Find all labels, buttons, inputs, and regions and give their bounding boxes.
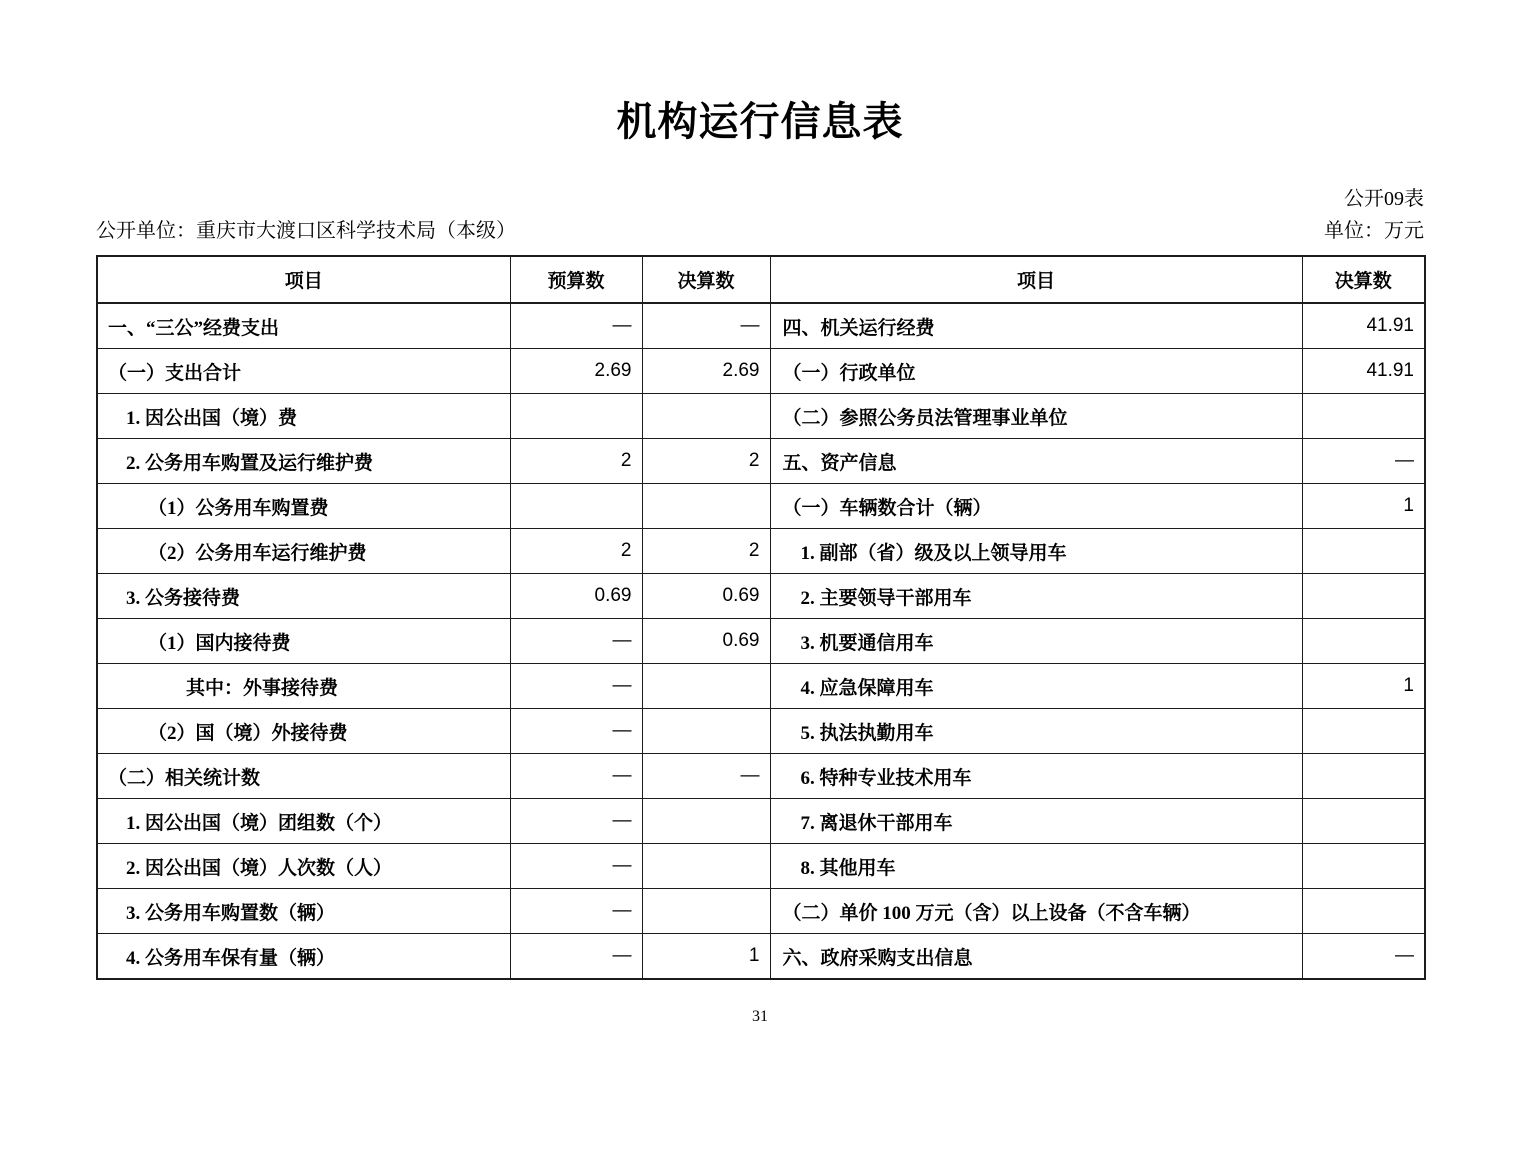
header-final-right: 决算数: [1302, 256, 1425, 303]
table-row: [97, 439, 1425, 484]
item-right-label: 8. 其他用车: [800, 857, 896, 879]
cell-item-right: [770, 844, 1302, 889]
page-title: 机构运行信息表: [616, 100, 904, 144]
header-budget: 预算数: [510, 256, 642, 303]
cell-final-right-value: 41.91: [1302, 349, 1425, 394]
cell-item-left: [97, 394, 510, 439]
operation-info-table: [96, 255, 1426, 980]
table-row: [97, 709, 1425, 754]
cell-final-left-value: 1: [642, 934, 770, 980]
cell-final-left-value: 2.69: [642, 349, 770, 394]
table-row: [97, 889, 1425, 934]
table-row: [97, 574, 1425, 619]
cell-budget-value: 2.69: [510, 349, 642, 394]
table-row: [97, 664, 1425, 709]
cell-final-left-value: 0.69: [642, 619, 770, 664]
page-number: 31: [752, 1008, 768, 1025]
item-left-label: 2. 公务用车购置及运行维护费: [126, 452, 374, 474]
cell-budget-value: 2: [510, 439, 642, 484]
cell-final-left-value: 2: [642, 529, 770, 574]
cell-budget-value: —: [510, 709, 642, 754]
table-row: [97, 303, 1425, 349]
cell-item-right: [770, 754, 1302, 799]
cell-item-right: [770, 889, 1302, 934]
cell-final-right-value: [1302, 394, 1425, 439]
cell-item-left: [97, 844, 510, 889]
cell-item-right: [770, 664, 1302, 709]
table-header: [97, 256, 1425, 303]
cell-final-left-value: [642, 844, 770, 889]
disclosure-unit-label: 公开单位：重庆市大渡口区科学技术局（本级）: [96, 220, 516, 242]
cell-item-right: [770, 574, 1302, 619]
item-left-label: （1）公务用车购置费: [148, 497, 329, 519]
table-row: [97, 529, 1425, 574]
item-left-label: 1. 因公出国（境）费: [126, 407, 298, 429]
item-right-label: 1. 副部（省）级及以上领导用车: [800, 542, 1067, 564]
item-right-label: 7. 离退休干部用车: [800, 812, 953, 834]
item-right-label: （二）参照公务员法管理事业单位: [782, 407, 1068, 429]
item-right-label: 6. 特种专业技术用车: [800, 767, 972, 789]
item-left-label: 4. 公务用车保有量（辆）: [126, 947, 336, 969]
form-code-label: 公开09表: [1344, 188, 1424, 210]
header-item-left: 项目: [97, 256, 510, 303]
cell-item-left: [97, 754, 510, 799]
cell-final-right-value: [1302, 574, 1425, 619]
cell-final-right-value: —: [1302, 934, 1425, 980]
cell-budget-value: —: [510, 303, 642, 349]
cell-item-right: [770, 799, 1302, 844]
cell-item-left: [97, 439, 510, 484]
cell-budget-value: 0.69: [510, 574, 642, 619]
cell-final-right-value: [1302, 709, 1425, 754]
cell-budget-value: [510, 394, 642, 439]
cell-item-right: [770, 484, 1302, 529]
cell-final-right-value: [1302, 889, 1425, 934]
table-row: [97, 799, 1425, 844]
cell-budget-value: —: [510, 619, 642, 664]
table-row: [97, 484, 1425, 529]
cell-final-right-value: —: [1302, 439, 1425, 484]
item-right-label: 4. 应急保障用车: [800, 677, 934, 699]
cell-budget-value: —: [510, 844, 642, 889]
cell-final-left-value: [642, 664, 770, 709]
item-right-label: 5. 执法执勤用车: [800, 722, 934, 744]
item-left-label: 1. 因公出国（境）团组数（个）: [126, 812, 393, 834]
cell-final-left-value: 0.69: [642, 574, 770, 619]
cell-budget-value: 2: [510, 529, 642, 574]
cell-final-left-value: [642, 484, 770, 529]
item-left-label: 2. 因公出国（境）人次数（人）: [126, 857, 393, 879]
item-right-label: （二）单价 100 万元（含）以上设备（不含车辆）: [782, 902, 1201, 924]
item-left-label: （2）公务用车运行维护费: [148, 542, 367, 564]
item-left-label: （二）相关统计数: [108, 767, 261, 789]
cell-item-right: [770, 394, 1302, 439]
cell-item-right: [770, 349, 1302, 394]
item-right-label: （一）车辆数合计（辆）: [782, 497, 992, 519]
cell-final-left-value: —: [642, 303, 770, 349]
cell-final-left-value: [642, 709, 770, 754]
cell-item-left: [97, 619, 510, 664]
item-left-label: （2）国（境）外接待费: [148, 722, 348, 744]
item-right-label: 2. 主要领导干部用车: [800, 587, 972, 609]
cell-item-right: [770, 439, 1302, 484]
cell-item-left: [97, 484, 510, 529]
table-header-row: [97, 256, 1425, 303]
cell-item-left: [97, 529, 510, 574]
item-left-label: 其中：外事接待费: [186, 677, 339, 699]
cell-budget-value: —: [510, 799, 642, 844]
table-row: [97, 394, 1425, 439]
cell-final-right-value: [1302, 844, 1425, 889]
cell-final-right-value: 1: [1302, 484, 1425, 529]
document-page: [96, 98, 1424, 1027]
cell-item-right: [770, 709, 1302, 754]
table-row: [97, 934, 1425, 980]
cell-item-left: [97, 349, 510, 394]
cell-item-left: [97, 799, 510, 844]
cell-final-right-value: [1302, 529, 1425, 574]
item-left-label: 3. 公务接待费: [126, 587, 241, 609]
item-left-label: 一、“三公”经费支出: [108, 317, 280, 339]
cell-budget-value: —: [510, 889, 642, 934]
item-right-label: 四、机关运行经费: [782, 317, 935, 339]
cell-final-right-value: 41.91: [1302, 303, 1425, 349]
unit-note-label: 单位：万元: [1324, 220, 1424, 242]
item-left-label: （一）支出合计: [108, 362, 242, 384]
meta-row: [96, 218, 1424, 244]
cell-final-right-value: [1302, 619, 1425, 664]
cell-item-left: [97, 664, 510, 709]
cell-item-left: [97, 303, 510, 349]
cell-item-right: [770, 529, 1302, 574]
item-right-label: 五、资产信息: [782, 452, 897, 474]
item-right-label: 3. 机要通信用车: [800, 632, 934, 654]
cell-final-right-value: 1: [1302, 664, 1425, 709]
item-right-label: （一）行政单位: [782, 362, 916, 384]
cell-item-right: [770, 303, 1302, 349]
header-item-right: 项目: [770, 256, 1302, 303]
table-row: [97, 754, 1425, 799]
table-row: [97, 619, 1425, 664]
cell-final-right-value: [1302, 754, 1425, 799]
cell-budget-value: —: [510, 664, 642, 709]
cell-final-right-value: [1302, 799, 1425, 844]
table-row: [97, 844, 1425, 889]
cell-final-left-value: —: [642, 754, 770, 799]
table-body: [97, 303, 1425, 979]
cell-budget-value: —: [510, 754, 642, 799]
cell-item-left: [97, 709, 510, 754]
cell-item-right: [770, 619, 1302, 664]
cell-final-left-value: 2: [642, 439, 770, 484]
item-left-label: 3. 公务用车购置数（辆）: [126, 902, 336, 924]
cell-final-left-value: [642, 394, 770, 439]
item-left-label: （1）国内接待费: [148, 632, 291, 654]
cell-budget-value: [510, 484, 642, 529]
header-final-left: 决算数: [642, 256, 770, 303]
table-row: [97, 349, 1425, 394]
cell-item-left: [97, 934, 510, 980]
cell-final-left-value: [642, 799, 770, 844]
cell-item-left: [97, 574, 510, 619]
cell-item-left: [97, 889, 510, 934]
cell-final-left-value: [642, 889, 770, 934]
cell-item-right: [770, 934, 1302, 980]
item-right-label: 六、政府采购支出信息: [782, 947, 973, 969]
cell-budget-value: —: [510, 934, 642, 980]
